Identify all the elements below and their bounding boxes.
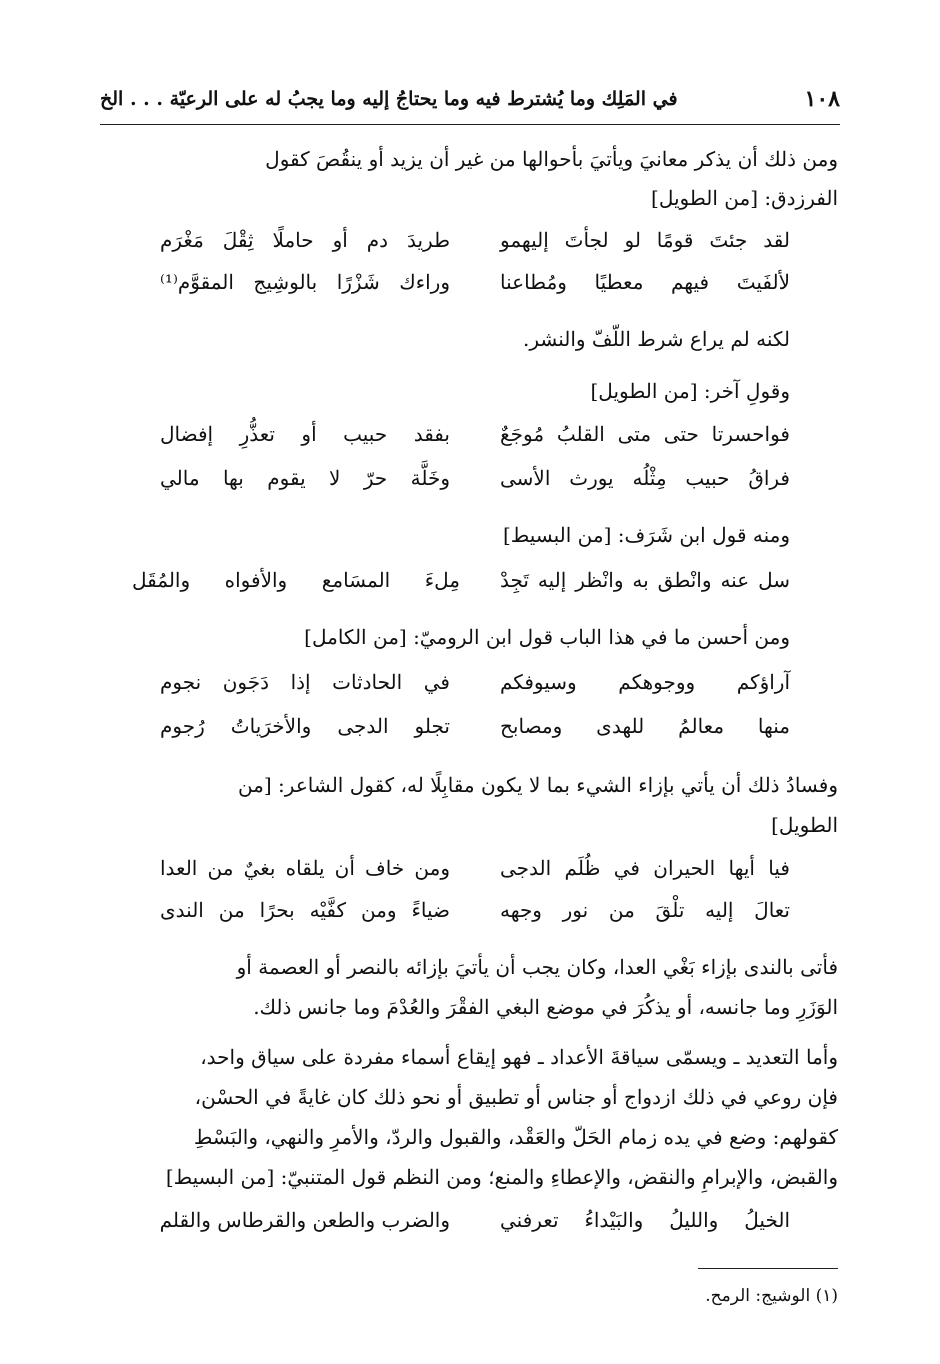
hemistich-first: لقد جئتَ قومًا لو لجأتَ إليهمو <box>500 228 790 252</box>
verse-line <box>100 714 790 754</box>
verse-line <box>100 568 790 608</box>
footnote: (١) الوشيج: الرمح. <box>705 1286 838 1306</box>
paragraph-line: فإن روعي في ذلك ازدواج أو جناس أو تطبيق أو نحو ذلك كان غايةً في الحسْن، <box>194 1085 838 1109</box>
hemistich-first: تعالَ إليه تلْقَ من نور وجهه <box>500 898 790 922</box>
hemistich-first: منها معالمُ للهدى ومصابح <box>500 714 790 738</box>
paragraph-line: ومنه قول ابن شَرَف: [من البسيط] <box>502 523 790 547</box>
hemistich-first: فيا أيها الحيران في ظُلَم الدجى <box>500 856 790 880</box>
verse-line <box>100 422 790 462</box>
paragraph-line: الطويل] <box>771 813 838 837</box>
hemistich-first: آراؤكم ووجوهكم وسيوفكم <box>500 670 790 694</box>
verse-line <box>100 1208 790 1248</box>
hemistich-second: وراءك شَزْرًا بالوشِيج المقوَّم⁽¹⁾ <box>160 270 450 294</box>
hemistich-second: في الحادثات إذا دَجَون نجوم <box>160 670 450 694</box>
verse-line <box>100 466 790 506</box>
paragraph-line: لكنه لم يراع شرط اللّفّ والنشر. <box>522 327 790 351</box>
hemistich-second: بفقد حبيب أو تعذُّرِ إفضال <box>160 422 450 446</box>
hemistich-second: طريدَ دم أو حاملًا ثِقْلَ مَغْرَم <box>160 228 450 252</box>
paragraph-line: والقبض، والإبرامِ والنقض، والإعطاءِ والمنع؛ ومن النظم قول المتنبيّ: [من البسيط] <box>165 1165 838 1189</box>
verse-line <box>100 898 790 938</box>
page-number: ١٠٨ <box>804 86 840 112</box>
hemistich-second: ومن خاف أن يلقاه بغيٌ من العدا <box>160 856 450 880</box>
paragraph-line: ومن أحسن ما في هذا الباب قول ابن الروميّ: [من الكامل] <box>304 625 790 649</box>
verse-line <box>100 670 790 710</box>
verse-line <box>100 228 790 268</box>
hemistich-second: مِلءَ المسَامع والأفواه والمُقَل <box>132 568 460 592</box>
paragraph-line: الفرزدق: [من الطويل] <box>651 186 838 210</box>
header-rule <box>100 124 840 125</box>
verse-line <box>100 856 790 896</box>
paragraph-line: وقولِ آخر: [من الطويل] <box>590 379 790 403</box>
verse-line <box>100 270 790 310</box>
hemistich-second: وخَلَّة حرّ لا يقوم بها مالي <box>160 466 450 490</box>
paragraph-line: كقولهم: وضع في يده زمام الحَلّ والعَقْد، والقبول والردّ، والأمرِ والنهي، والبَسْطِ <box>193 1125 838 1149</box>
paragraph-line: وأما التعديد ـ ويسمّى سياقةَ الأعداد ـ فهو إيقاع أسماء مفردة على سياق واحد، <box>200 1045 838 1069</box>
paragraph-line: ومن ذلك أن يذكر معانيَ ويأتيَ بأحوالها من غير أن يزيد أو ينقُصَ كقول <box>265 147 838 171</box>
hemistich-second: تجلو الدجى والأخرَياتُ رُجوم <box>160 714 450 738</box>
footnote-rule <box>698 1268 838 1269</box>
paragraph-line: الوَزَرِ وما جانسه، أو يذكُرَ في موضع البغي الفقْرَ والعُدْمَ وما جانس ذلك. <box>253 995 838 1019</box>
hemistich-first: الخيلُ والليلُ والبَيْداءُ تعرفني <box>500 1208 790 1232</box>
running-header <box>100 84 840 120</box>
hemistich-first: سل عنه وانْطق به وانْظر إليه تَجِدْ <box>500 568 790 592</box>
hemistich-second: ضياءً ومن كفَّيْه بحرًا من الندى <box>160 898 450 922</box>
chapter-title: في المَلِك وما يُشترط فيه وما يحتاجُ إليه وما يجبُ له على الرعيّة . . . الخ <box>100 88 678 110</box>
hemistich-second: والضرب والطعن والقرطاس والقلم <box>159 1208 450 1232</box>
paragraph-line: وفسادُ ذلك أن يأتي بإزاء الشيء بما لا يكون مقابِلًا له، كقول الشاعر: [من <box>237 773 838 797</box>
hemistich-first: فراقُ حبيب مِثْلُه يورث الأسى <box>500 466 790 490</box>
paragraph-line: فأتى بالندى بإزاء بَغْي العدا، وكان يجب أن يأتيَ بإزائه بالنصر أو العصمة أو <box>236 955 838 979</box>
hemistich-first: لألفَيتَ فيهم معطيًا ومُطاعنا <box>500 270 790 294</box>
hemistich-first: فواحسرتا حتى متى القلبُ مُوجَعٌ <box>500 422 790 446</box>
